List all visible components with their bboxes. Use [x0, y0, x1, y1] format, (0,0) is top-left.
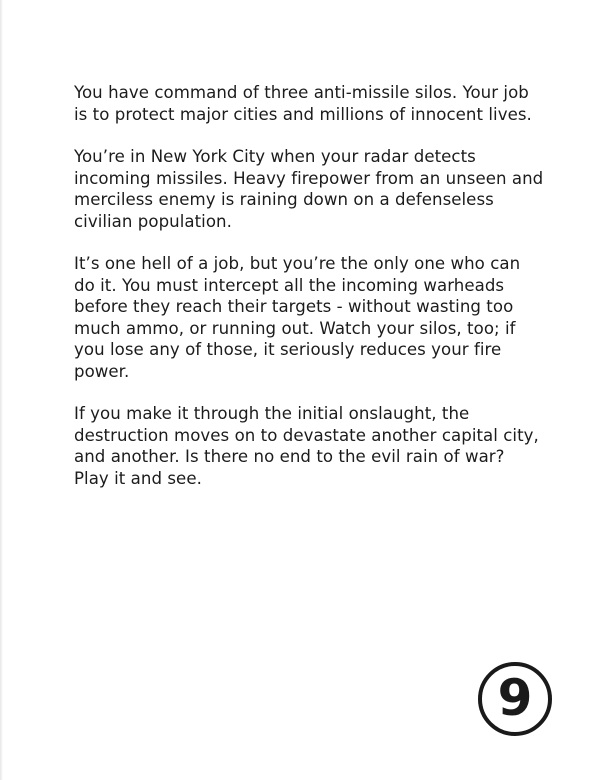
body-text: [74, 82, 544, 510]
paragraph-scenario: You’re in New York City when your radar detects incoming missiles. Heavy firepower from an unseen and merciless enemy is raining down on a defenseless civilian population.: [74, 147, 544, 231]
paragraph-progression: If you make it through the initial onslaught, the destruction moves on to devastate another capital city, and another. Is there no end to the evil rain of war? Play it and see.: [74, 404, 539, 488]
page-number-circle: [478, 662, 552, 736]
page-number: 9: [497, 669, 533, 727]
paragraph-mission: It’s one hell of a job, but you’re the only one who can do it. You must intercept all the incoming warheads before they reach their targets - without wasting too much ammo, or running out. Watch your silos, too; if you lose any of those, it seriously reduces your fire power.: [74, 254, 521, 381]
paragraph-intro: You have command of three anti-missile silos. Your job is to protect major cities and millions of innocent lives.: [74, 83, 532, 124]
page-edge-shadow: [0, 0, 3, 780]
